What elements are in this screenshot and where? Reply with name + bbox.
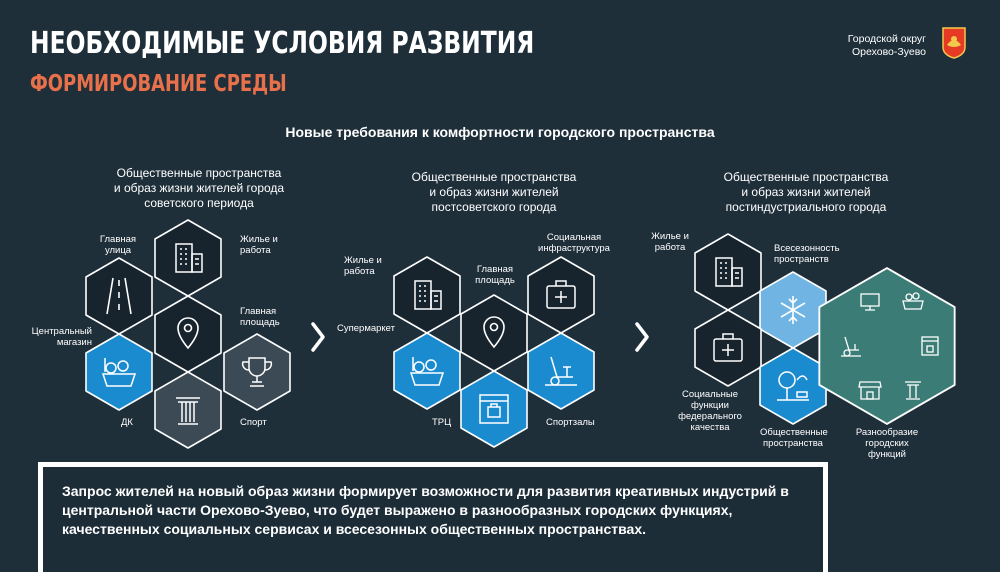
page-title: НЕОБХОДИМЫЕ УСЛОВИЯ РАЗВИТИЯ [30,26,535,61]
hex-diverse-functions [819,268,954,424]
column-1-heading-line: и образ жизни жителей города [113,181,285,195]
label-social-federal: Социальные функции федерального качества [678,389,742,433]
label-culture-house: ДК [121,417,133,428]
org-name-line2: Орехово-Зуево [852,46,926,58]
main-heading: Новые требования к комфортности городского пространства [285,124,715,140]
hex-social-infra [528,257,594,333]
hex-housing-work-2 [394,257,460,333]
hex-social-federal [695,310,761,386]
label-sport: Спорт [240,417,267,428]
label-main-square-2: Главная площадь [475,264,515,286]
hex-gyms [528,333,594,409]
hex-sport [224,334,290,410]
hex-supermarket [394,333,460,409]
column-2-heading-line: и образ жизни жителей [429,185,559,199]
hex-main-street [86,258,152,334]
label-mall: ТРЦ [432,417,452,428]
column-1-heading-line: Общественные пространства [116,166,282,180]
label-all-season: Всесезонность пространств [774,243,840,265]
hex-housing-work-3 [695,234,761,310]
label-central-store: Центральный магазин [31,326,92,348]
hex-central-store [86,334,152,410]
label-housing-work: Жилье и работа [240,234,278,256]
chevron-right-icon [637,324,647,350]
label-public-spaces: Общественные пространства [760,427,828,449]
column-1-heading-line: советского периода [144,196,254,210]
column-3-heading-line: и образ жизни жителей [741,185,871,199]
page-subtitle: ФОРМИРОВАНИЕ СРЕДЫ [30,71,287,97]
org-name-line1: Городской округ [847,33,926,45]
label-main-street: Главная улица [99,234,137,256]
hex-all-season [760,272,826,348]
chevron-right-icon [313,324,323,350]
column-3-heading-line: постиндустриального города [725,200,887,214]
column-2-heading-line: Общественные пространства [411,170,577,184]
hex-culture-house [155,372,221,448]
hex-main-square [155,296,221,372]
hex-housing-work [155,220,221,296]
hex-mall [461,371,527,447]
label-gyms: Спортзалы [546,417,595,428]
label-main-square: Главная площадь [240,306,280,328]
bottom-callout-text: Запрос жителей на новый образ жизни формирует возможности для развития креативных индустрий в центральной части Орехово-Зуево, что будет выражено в разнообразных городских функциях, качественных социальных сервисах и всесезонных общественных пространствах. [62,483,789,537]
label-social-infra: Социальная инфраструктура [538,232,610,254]
hex-main-square-2 [461,295,527,371]
label-housing-work-2: Жилье и работа [344,255,382,277]
column-2-heading-line: постсоветского города [431,200,557,214]
label-housing-work-3: Жилье и работа [651,231,689,253]
label-diverse-functions: Разнообразие городских функций [855,427,919,460]
label-supermarket: Супермаркет [337,323,396,334]
hex-public-spaces [760,348,826,424]
column-3-heading-line: Общественные пространства [723,170,889,184]
